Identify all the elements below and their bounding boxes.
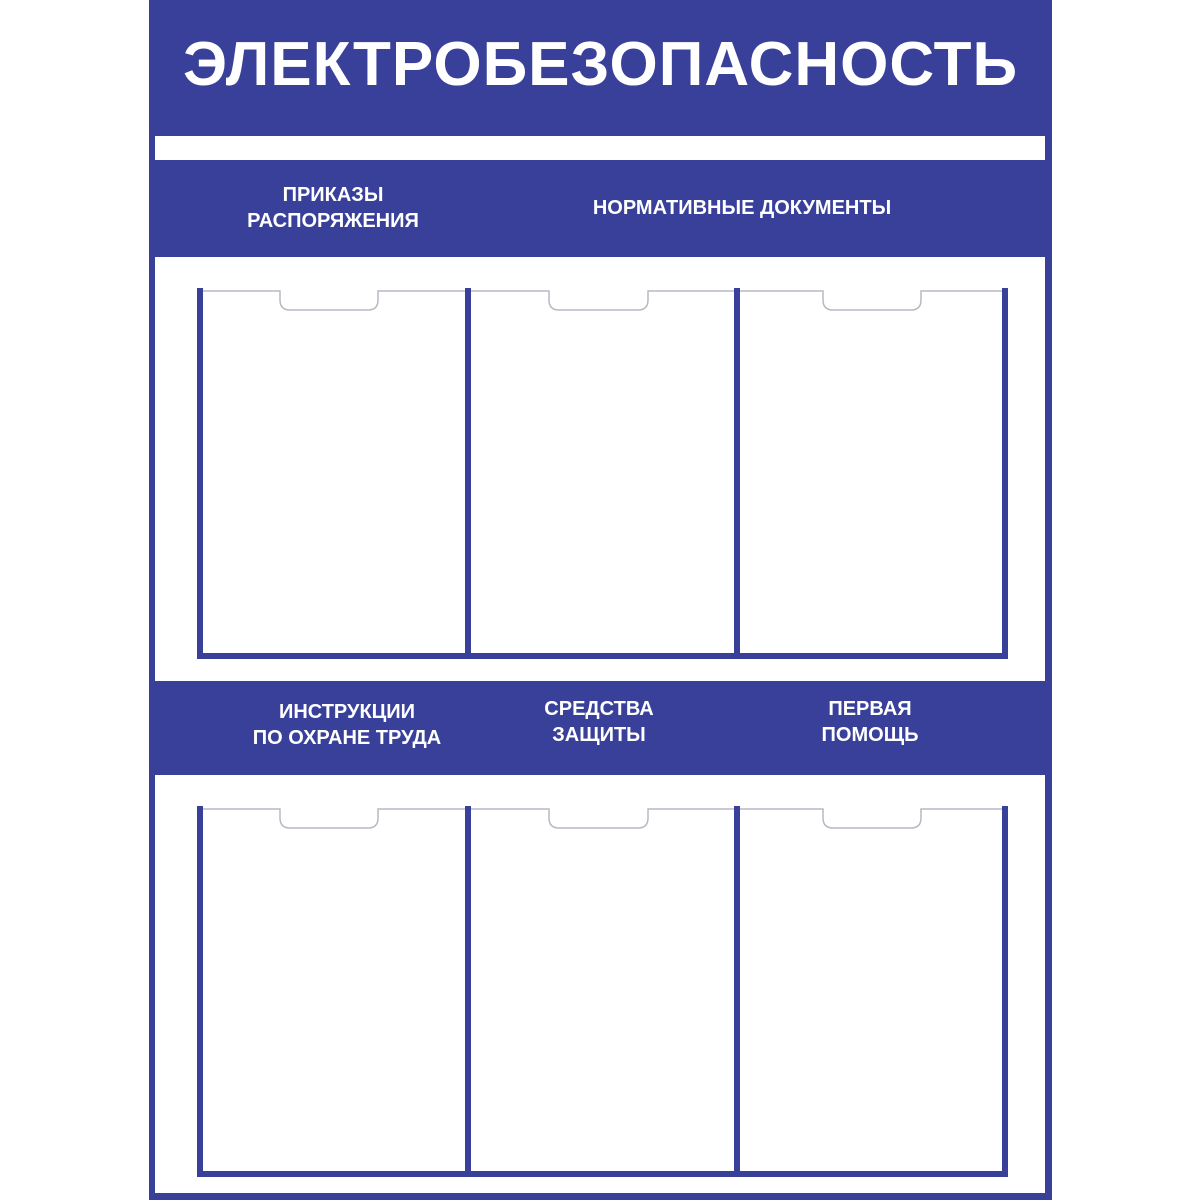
- pocket-bottom-outline-1: [203, 809, 466, 828]
- stand-title: ЭЛЕКТРОБЕЗОПАСНОСТЬ: [182, 29, 1019, 99]
- pocket-frame-line: [734, 806, 740, 1177]
- section-label-first-aid: ПЕРВАЯ ПОМОЩЬ: [821, 698, 919, 746]
- section-label-orders: ПРИКАЗЫ РАСПОРЯЖЕНИЯ: [247, 184, 419, 232]
- section-label-protective-equipment: СРЕДСТВА ЗАЩИТЫ: [544, 698, 654, 746]
- section-label-normative-documents: НОРМАТИВНЫЕ ДОКУМЕНТЫ: [592, 197, 892, 219]
- pocket-bottom-outline-2: [471, 809, 734, 828]
- pocket-frame-line: [197, 1171, 1008, 1177]
- pocket-frame-line: [465, 806, 471, 1177]
- pocket-frame-line: [1002, 806, 1008, 1177]
- pocket-frame-line: [197, 806, 203, 1177]
- section-label-labor-safety-instructions: ИНСТРУКЦИИ ПО ОХРАНЕ ТРУДА: [252, 701, 442, 749]
- pocket-bottom-outline-3: [739, 809, 1004, 828]
